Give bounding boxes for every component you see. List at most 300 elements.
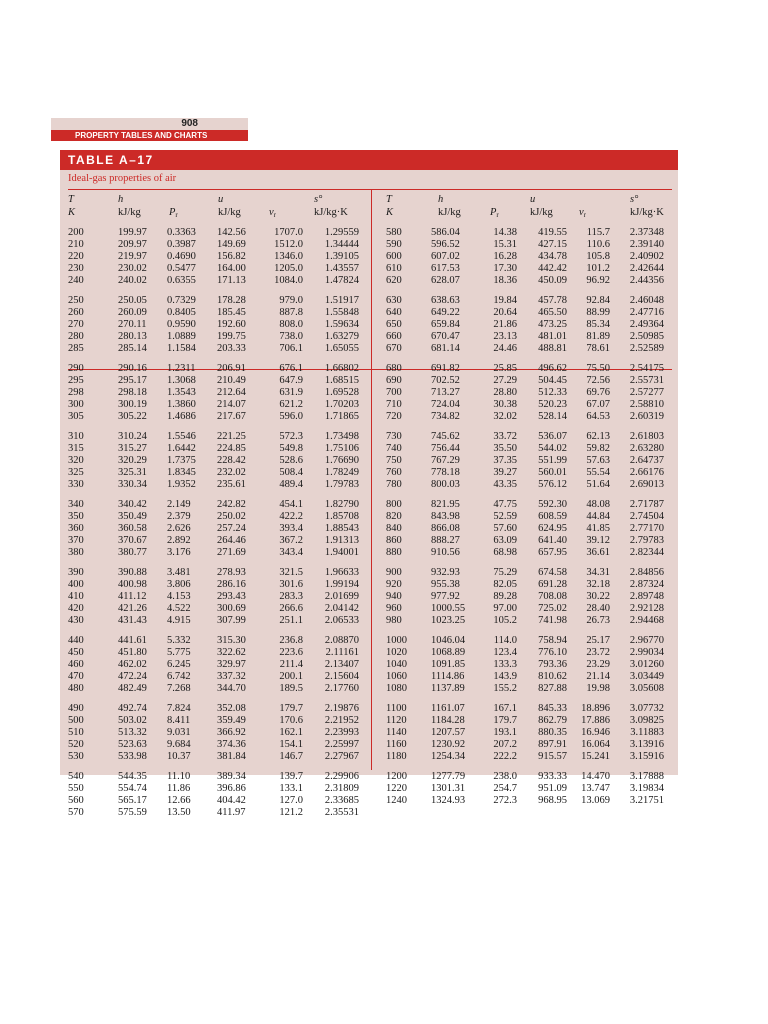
table-cell: 133.3 (493, 659, 517, 670)
table-cell: 2.21952 (324, 715, 359, 726)
table-cell: 681.14 (431, 343, 460, 354)
table-cell: 2.42644 (629, 263, 664, 274)
table-cell: 1080 (386, 683, 407, 694)
table-cell: 442.42 (538, 263, 567, 274)
table-cell: 1324.93 (431, 795, 466, 806)
table-cell: 133.1 (279, 783, 303, 794)
table-cell: 1.9352 (167, 479, 196, 490)
table-cell: 154.1 (279, 739, 303, 750)
table-cell: 1180 (386, 751, 407, 762)
table-cell: 2.149 (167, 499, 191, 510)
table-cell: 19.98 (586, 683, 610, 694)
table-cell: 47.75 (493, 499, 517, 510)
table-cell: 310 (68, 431, 84, 442)
table-cell: 2.37348 (629, 227, 664, 238)
table-row (60, 703, 371, 715)
table-cell: 596.0 (279, 411, 303, 422)
table-row (372, 443, 678, 455)
table-cell: 370 (68, 535, 84, 546)
table-cell: 440 (68, 635, 84, 646)
table-cell: 1.75106 (324, 443, 359, 454)
table-cell: 2.82344 (629, 547, 664, 558)
table-cell: 3.03449 (629, 671, 664, 682)
table-cell: 149.69 (217, 239, 246, 250)
table-cell: 2.77170 (629, 523, 664, 534)
table-cell: 2.46048 (629, 295, 664, 306)
table-cell: 212.64 (217, 387, 246, 398)
table-cell: 89.28 (493, 591, 517, 602)
table-cell: 78.61 (586, 343, 610, 354)
table-cell: 17.886 (581, 715, 610, 726)
table-cell: 250.05 (118, 295, 147, 306)
row-group (60, 703, 371, 763)
table-cell: 1.43557 (324, 263, 359, 274)
table-cell: 1.73498 (324, 431, 359, 442)
table-cell: 434.78 (538, 251, 567, 262)
table-cell: 827.88 (538, 683, 567, 694)
table-cell: 340 (68, 499, 84, 510)
table-cell: 888.27 (431, 535, 460, 546)
table-cell: 411.97 (217, 807, 246, 818)
table-cell: 575.59 (118, 807, 147, 818)
table-cell: 451.80 (118, 647, 147, 658)
table-cell: 1084.0 (274, 275, 303, 286)
table-cell: 37.35 (493, 455, 517, 466)
table-cell: 4.522 (167, 603, 191, 614)
table-cell: 560 (68, 795, 84, 806)
table-cell: 23.72 (586, 647, 610, 658)
table-cell: 1707.0 (274, 227, 303, 238)
table-cell: 845.33 (538, 703, 567, 714)
table-row (60, 307, 371, 319)
table-cell: 206.91 (217, 363, 246, 374)
header-subscript: r (175, 211, 178, 219)
table-cell: 325.31 (118, 467, 147, 478)
table-caption: Ideal-gas properties of air (68, 173, 177, 184)
table-cell: 220 (68, 251, 84, 262)
table-row (372, 411, 678, 423)
header-unit-row (60, 207, 371, 218)
table-cell: 2.44356 (629, 275, 664, 286)
table-cell: 13.069 (581, 795, 610, 806)
table-row (372, 239, 678, 251)
table-cell: 3.481 (167, 567, 191, 578)
table-cell: 2.69013 (629, 479, 664, 490)
row-group (372, 635, 678, 695)
table-cell: 26.73 (586, 615, 610, 626)
table-cell: 979.0 (279, 295, 303, 306)
table-cell: 189.5 (279, 683, 303, 694)
table-cell: 85.34 (586, 319, 610, 330)
table-row (60, 363, 371, 375)
table-row (60, 375, 371, 387)
table-cell: 640 (386, 307, 402, 318)
table-row (372, 635, 678, 647)
header-symbol-row (372, 194, 678, 205)
table-cell: 16.946 (581, 727, 610, 738)
table-cell: 1207.57 (431, 727, 466, 738)
table-row (60, 251, 371, 263)
table-cell: 702.52 (431, 375, 460, 386)
row-group (60, 295, 371, 355)
row-group (60, 431, 371, 491)
table-row (372, 263, 678, 275)
table-cell: 242.82 (217, 499, 246, 510)
table-cell: 305 (68, 411, 84, 422)
table-cell: 143.9 (493, 671, 517, 682)
table-cell: 0.8405 (167, 307, 196, 318)
table-cell: 82.05 (493, 579, 517, 590)
header-unit-text: K (68, 207, 76, 218)
table-cell: 530 (68, 751, 84, 762)
row-group (60, 363, 371, 423)
table-cell: 862.79 (538, 715, 567, 726)
table-cell: 610 (386, 263, 402, 274)
header-unit-text: K (386, 207, 394, 218)
property-table (60, 150, 678, 818)
table-cell: 650 (386, 319, 402, 330)
table-cell: 720 (386, 411, 402, 422)
table-cell: 1230.92 (431, 739, 466, 750)
table-cell: 210 (68, 239, 84, 250)
table-cell: 2.08870 (324, 635, 359, 646)
table-cell: 617.53 (431, 263, 460, 274)
table-cell: 2.04142 (324, 603, 359, 614)
table-cell: 5.332 (167, 635, 191, 646)
table-row (372, 683, 678, 695)
header-unit (218, 207, 241, 218)
table-cell: 510 (68, 727, 84, 738)
table-cell: 3.806 (167, 579, 191, 590)
table-cell: 389.34 (217, 771, 246, 782)
table-cell: 238.0 (493, 771, 517, 782)
table-cell: 18.36 (493, 275, 517, 286)
table-cell: 2.52589 (629, 343, 664, 354)
table-cell: 2.54175 (629, 363, 664, 374)
table-cell: 607.02 (431, 251, 460, 262)
table-cell: 691.82 (431, 363, 460, 374)
table-cell: 897.91 (538, 739, 567, 750)
header-symbol: s° (314, 194, 323, 205)
header-unit-text: kJ/kg (218, 207, 241, 218)
table-cell: 110.6 (586, 239, 610, 250)
table-row (372, 431, 678, 443)
table-cell: 860 (386, 535, 402, 546)
table-cell: 115.7 (586, 227, 610, 238)
table-cell: 550 (68, 783, 84, 794)
table-row (372, 375, 678, 387)
table-cell: 657.95 (538, 547, 567, 558)
table-row (372, 547, 678, 559)
table-cell: 660 (386, 331, 402, 342)
header-symbol: s° (630, 194, 639, 205)
table-cell: 1161.07 (431, 703, 465, 714)
table-row (60, 295, 371, 307)
table-cell: 221.25 (217, 431, 246, 442)
header-subscript: r (273, 211, 277, 219)
table-cell: 3.17888 (629, 771, 664, 782)
table-cell: 178.28 (217, 295, 246, 306)
table-row (60, 635, 371, 647)
table-cell: 57.60 (493, 523, 517, 534)
table-cell: 1091.85 (431, 659, 466, 670)
table-cell: 25.85 (493, 363, 517, 374)
table-cell: 3.176 (167, 547, 191, 558)
table-cell: 2.11161 (325, 647, 359, 658)
table-cell: 217.67 (217, 411, 246, 422)
table-cell: 2.23993 (324, 727, 359, 738)
table-cell: 608.59 (538, 511, 567, 522)
table-cell: 512.33 (538, 387, 567, 398)
header-unit-text: kJ/kg (118, 207, 141, 218)
table-row (60, 727, 371, 739)
header-unit (386, 207, 393, 218)
table-cell: 745.62 (431, 431, 460, 442)
table-cell: 419.55 (538, 227, 567, 238)
table-cell: 430 (68, 615, 84, 626)
header-unit (630, 207, 664, 218)
table-cell: 977.92 (431, 591, 460, 602)
table-cell: 734.82 (431, 411, 460, 422)
table-cell: 23.29 (586, 659, 610, 670)
table-cell: 0.7329 (167, 295, 196, 306)
table-row (60, 739, 371, 751)
table-cell: 700 (386, 387, 402, 398)
table-cell: 900 (386, 567, 402, 578)
table-cell: 3.19834 (629, 783, 664, 794)
table-cell: 307.99 (217, 615, 246, 626)
table-cell: 340.42 (118, 499, 147, 510)
table-cell: 2.47716 (629, 307, 664, 318)
table-cell: 2.49364 (629, 319, 664, 330)
table-cell: 590 (386, 239, 402, 250)
table-cell: 75.29 (493, 567, 517, 578)
table-cell: 36.61 (586, 547, 610, 558)
table-cell: 33.72 (493, 431, 517, 442)
header-unit (269, 207, 276, 221)
table-cell: 2.71787 (629, 499, 664, 510)
table-cell: 713.27 (431, 387, 460, 398)
table-cell: 1.76690 (324, 455, 359, 466)
table-cell: 0.3987 (167, 239, 196, 250)
table-cell: 756.44 (431, 443, 460, 454)
section-title: PROPERTY TABLES AND CHARTS (51, 130, 248, 141)
table-row (372, 511, 678, 523)
table-cell: 1.47824 (324, 275, 359, 286)
table-cell: 2.15604 (324, 671, 359, 682)
table-cell: 821.95 (431, 499, 460, 510)
table-cell: 329.97 (217, 659, 246, 670)
table-row (372, 467, 678, 479)
table-cell: 6.742 (167, 671, 191, 682)
table-cell: 2.25997 (324, 739, 359, 750)
table-cell: 1.4686 (167, 411, 196, 422)
table-cell: 496.62 (538, 363, 567, 374)
table-cell: 592.30 (538, 499, 567, 510)
table-cell: 528.6 (279, 455, 303, 466)
table-row (372, 771, 678, 783)
table-cell: 270 (68, 319, 84, 330)
table-cell: 489.4 (279, 479, 303, 490)
table-cell: 1.96633 (324, 567, 359, 578)
table-cell: 321.5 (279, 567, 303, 578)
table-cell: 167.1 (493, 703, 517, 714)
table-row (60, 647, 371, 659)
table-cell: 3.05608 (629, 683, 664, 694)
table-cell: 508.4 (279, 467, 303, 478)
table-cell: 427.15 (538, 239, 567, 250)
table-cell: 380.77 (118, 547, 147, 558)
table-cell: 1046.04 (431, 635, 466, 646)
table-cell: 1.2311 (167, 363, 196, 374)
table-cell: 1.69528 (324, 387, 359, 398)
table-row (60, 615, 371, 627)
table-cell: 457.78 (538, 295, 567, 306)
table-cell: 480 (68, 683, 84, 694)
table-row (372, 275, 678, 287)
header-symbol: T (68, 194, 74, 205)
header-unit-text: kJ/kg·K (630, 207, 664, 218)
table-cell: 2.55731 (629, 375, 664, 386)
table-cell: 462.02 (118, 659, 147, 670)
table-cell: 706.1 (279, 343, 303, 354)
table-row (60, 751, 371, 763)
table-cell: 315.27 (118, 443, 147, 454)
table-cell: 271.69 (217, 547, 246, 558)
table-cell: 75.50 (586, 363, 610, 374)
table-cell: 57.63 (586, 455, 610, 466)
table-cell: 724.04 (431, 399, 460, 410)
table-cell: 411.12 (118, 591, 147, 602)
table-cell: 360 (68, 523, 84, 534)
table-cell: 325 (68, 467, 84, 478)
table-row (60, 591, 371, 603)
table-cell: 310.24 (118, 431, 147, 442)
table-cell: 251.1 (279, 615, 303, 626)
header-unit-text: kJ/kg (438, 207, 461, 218)
table-row (60, 239, 371, 251)
header-unit-text: v (579, 207, 584, 218)
table-cell: 9.684 (167, 739, 191, 750)
table-row (60, 511, 371, 523)
table-cell: 330 (68, 479, 84, 490)
table-cell: 390 (68, 567, 84, 578)
table-cell: 1.88543 (324, 523, 359, 534)
table-cell: 350.49 (118, 511, 147, 522)
row-group (372, 703, 678, 763)
table-cell: 224.85 (217, 443, 246, 454)
table-row (372, 659, 678, 671)
header-unit-text: v (269, 207, 274, 218)
table-cell: 1.34444 (324, 239, 359, 250)
table-cell: 286.16 (217, 579, 246, 590)
table-cell: 1.39105 (324, 251, 359, 262)
table-row (372, 751, 678, 763)
table-cell: 322.62 (217, 647, 246, 658)
page-number: 908 (51, 118, 248, 130)
table-cell: 1.3543 (167, 387, 196, 398)
table-cell: 1137.89 (431, 683, 465, 694)
table-row (60, 319, 371, 331)
table-cell: 504.45 (538, 375, 567, 386)
table-cell: 767.29 (431, 455, 460, 466)
table-cell: 11.86 (167, 783, 191, 794)
row-group (372, 567, 678, 627)
table-cell: 14.470 (581, 771, 610, 782)
table-cell: 1023.25 (431, 615, 466, 626)
table-cell: 793.36 (538, 659, 567, 670)
table-cell: 2.99034 (629, 647, 664, 658)
table-cell: 193.1 (493, 727, 517, 738)
table-cell: 298.18 (118, 387, 147, 398)
table-row (372, 535, 678, 547)
table-cell: 39.12 (586, 535, 610, 546)
row-group (372, 771, 678, 807)
header-symbol: u (530, 194, 536, 205)
header-symbol: h (438, 194, 444, 205)
header-unit (579, 207, 586, 221)
table-cell: 1068.89 (431, 647, 466, 658)
table-cell: 932.93 (431, 567, 460, 578)
table-cell: 400.98 (118, 579, 147, 590)
table-cell: 55.54 (586, 467, 610, 478)
page-header (51, 118, 248, 141)
table-cell: 2.84856 (629, 567, 664, 578)
table-cell: 11.10 (167, 771, 191, 782)
table-cell: 1184.28 (431, 715, 465, 726)
table-cell: 624.95 (538, 523, 567, 534)
table-cell: 933.33 (538, 771, 567, 782)
table-cell: 59.82 (586, 443, 610, 454)
table-cell: 162.1 (279, 727, 303, 738)
table-cell: 200 (68, 227, 84, 238)
table-cell: 1277.79 (431, 771, 466, 782)
table-row (372, 479, 678, 491)
table-cell: 3.01260 (629, 659, 664, 670)
table-cell: 551.99 (538, 455, 567, 466)
table-cell: 2.92128 (629, 603, 664, 614)
table-row (60, 671, 371, 683)
table-cell: 1120 (386, 715, 407, 726)
table-cell: 880.35 (538, 727, 567, 738)
header-unit (314, 207, 348, 218)
table-row (372, 307, 678, 319)
table-cell: 520.23 (538, 399, 567, 410)
table-cell: 105.2 (493, 615, 517, 626)
table-row (372, 647, 678, 659)
table-cell: 48.08 (586, 499, 610, 510)
table-cell: 366.92 (217, 727, 246, 738)
table-cell: 203.33 (217, 343, 246, 354)
table-cell: 951.09 (538, 783, 567, 794)
table-cell: 170.6 (279, 715, 303, 726)
table-cell: 1240 (386, 795, 407, 806)
table-cell: 315 (68, 443, 84, 454)
table-cell: 1160 (386, 739, 407, 750)
table-cell: 955.38 (431, 579, 460, 590)
table-cell: 2.66176 (629, 467, 664, 478)
table-cell: 400 (68, 579, 84, 590)
table-row (372, 727, 678, 739)
table-cell: 350 (68, 511, 84, 522)
table-cell: 1346.0 (274, 251, 303, 262)
table-cell: 910.56 (431, 547, 460, 558)
table-cell: 2.892 (167, 535, 191, 546)
table-row (372, 251, 678, 263)
table-cell: 272.3 (493, 795, 517, 806)
table-cell: 572.3 (279, 431, 303, 442)
table-cell: 940 (386, 591, 402, 602)
